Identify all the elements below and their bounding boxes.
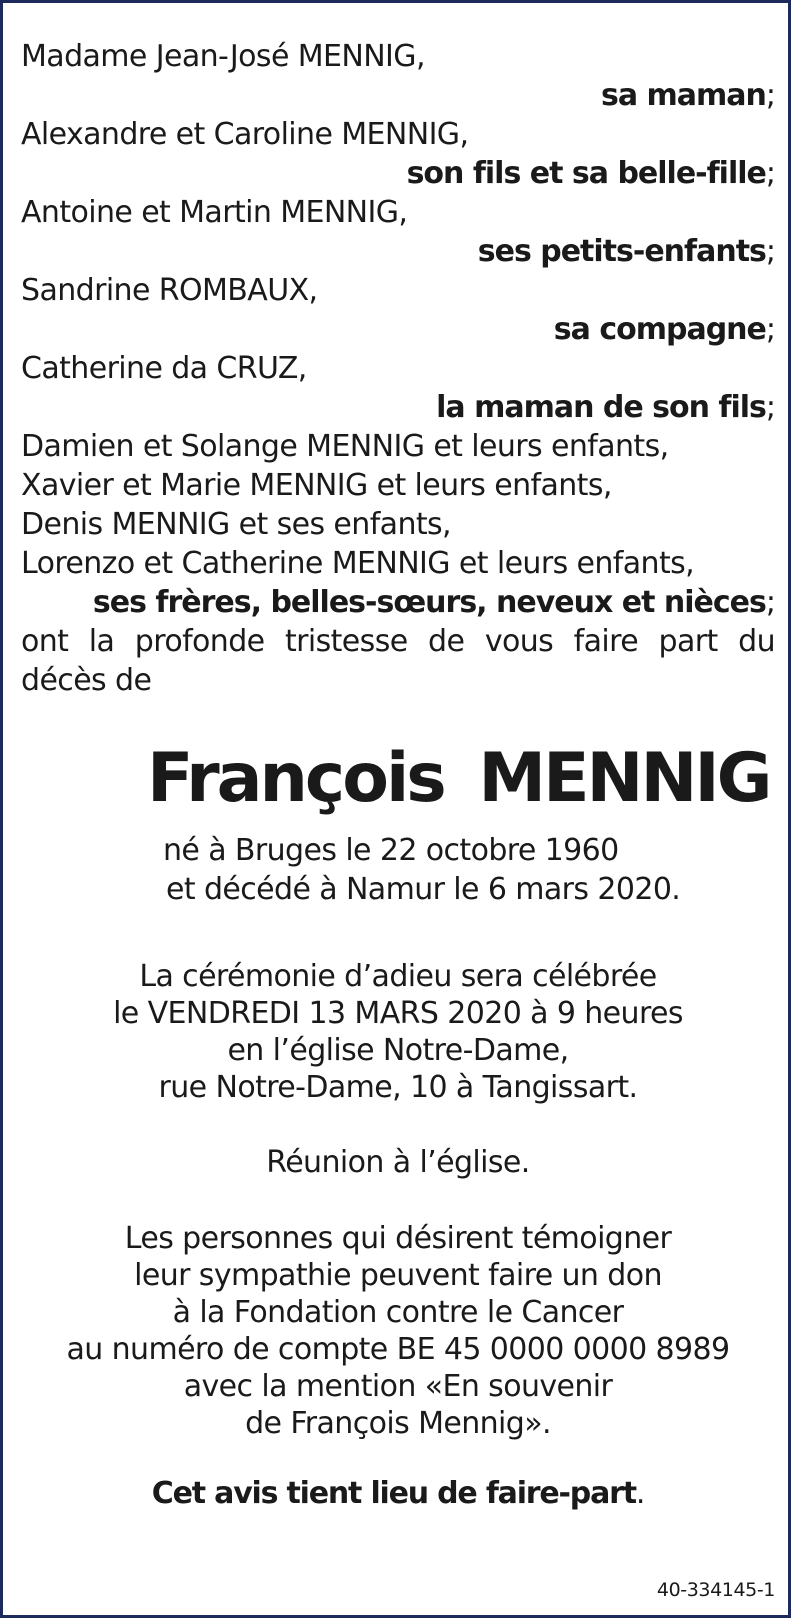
ceremony-line: La cérémonie d’adieu sera célébrée <box>139 959 657 994</box>
family-member-name: Xavier et Marie MENNIG et leurs enfants, <box>21 468 612 503</box>
life-dates <box>21 831 775 909</box>
donation-line: à la Fondation contre le Cancer <box>172 1295 624 1330</box>
family-member-name: Damien et Solange MENNIG et leurs enfants, <box>21 429 669 464</box>
relation-label: sa compagne <box>553 312 766 347</box>
family-entry <box>21 271 775 349</box>
relation-label: ses petits-enfants <box>477 234 766 269</box>
donation-line: avec la mention «En souvenir <box>183 1369 613 1404</box>
relation-punct: ; <box>765 156 775 191</box>
family-relation <box>21 310 775 349</box>
family-entry <box>21 115 775 193</box>
family-member-name: Lorenzo et Catherine MENNIG et leurs enfants, <box>21 546 695 581</box>
family-entry <box>21 427 775 622</box>
relation-punct: ; <box>765 312 775 347</box>
reunion-info <box>21 1144 775 1181</box>
family-member-name: Sandrine ROMBAUX, <box>21 273 318 308</box>
relation-punct: ; <box>765 585 775 620</box>
relation-label: la maman de son fils <box>436 390 766 425</box>
closing-punct: . <box>635 1476 645 1511</box>
ceremony-line: en l’église Notre-Dame, <box>227 1033 569 1068</box>
announcement-text: ont la profonde tristesse de vous faire part du décès de <box>21 624 775 698</box>
family-entry <box>21 349 775 427</box>
reference-number: 40-334145-1 <box>656 1579 775 1601</box>
family-member-name: Antoine et Martin MENNIG, <box>21 195 408 230</box>
family-member-name: Denis MENNIG et ses enfants, <box>21 507 451 542</box>
closing-note <box>21 1474 775 1513</box>
relation-label: son fils et sa belle-fille <box>406 156 766 191</box>
relation-punct: ; <box>765 390 775 425</box>
donation-line: Les personnes qui désirent témoigner <box>124 1221 672 1256</box>
relation-label: ses frères, belles-sœurs, neveux et nièces <box>92 585 766 620</box>
birth-info: né à Bruges le 22 octobre 1960 <box>163 833 619 868</box>
family-member-name: Alexandre et Caroline MENNIG, <box>21 117 469 152</box>
deceased-name: François MENNIG <box>147 739 770 818</box>
family-relation <box>21 388 775 427</box>
ceremony-line: rue Notre-Dame, 10 à Tangissart. <box>158 1070 638 1105</box>
relation-label: sa maman <box>600 78 766 113</box>
family-relation <box>21 76 775 115</box>
donation-line: leur sympathie peuvent faire un don <box>134 1258 662 1293</box>
family-relation <box>21 232 775 271</box>
family-member-name: Catherine da CRUZ, <box>21 351 307 386</box>
family-entry <box>21 37 775 115</box>
family-relation <box>21 154 775 193</box>
donation-line: de François Mennig». <box>245 1406 551 1441</box>
ceremony-line: le VENDREDI 13 MARS 2020 à 9 heures <box>113 996 683 1031</box>
relation-punct: ; <box>765 78 775 113</box>
relation-punct: ; <box>765 234 775 269</box>
ceremony-info <box>21 958 775 1106</box>
donation-line: au numéro de compte BE 45 0000 0000 8989 <box>66 1332 730 1367</box>
family-member-name: Madame Jean-José MENNIG, <box>21 39 425 74</box>
family-list <box>21 37 775 700</box>
family-entry <box>21 193 775 271</box>
death-info: et décédé à Namur le 6 mars 2020. <box>166 872 681 907</box>
family-relation <box>21 583 775 622</box>
closing-text: Cet avis tient lieu de faire-part <box>151 1476 636 1511</box>
donation-info <box>21 1220 775 1442</box>
reunion-text: Réunion à l’église. <box>266 1145 530 1180</box>
